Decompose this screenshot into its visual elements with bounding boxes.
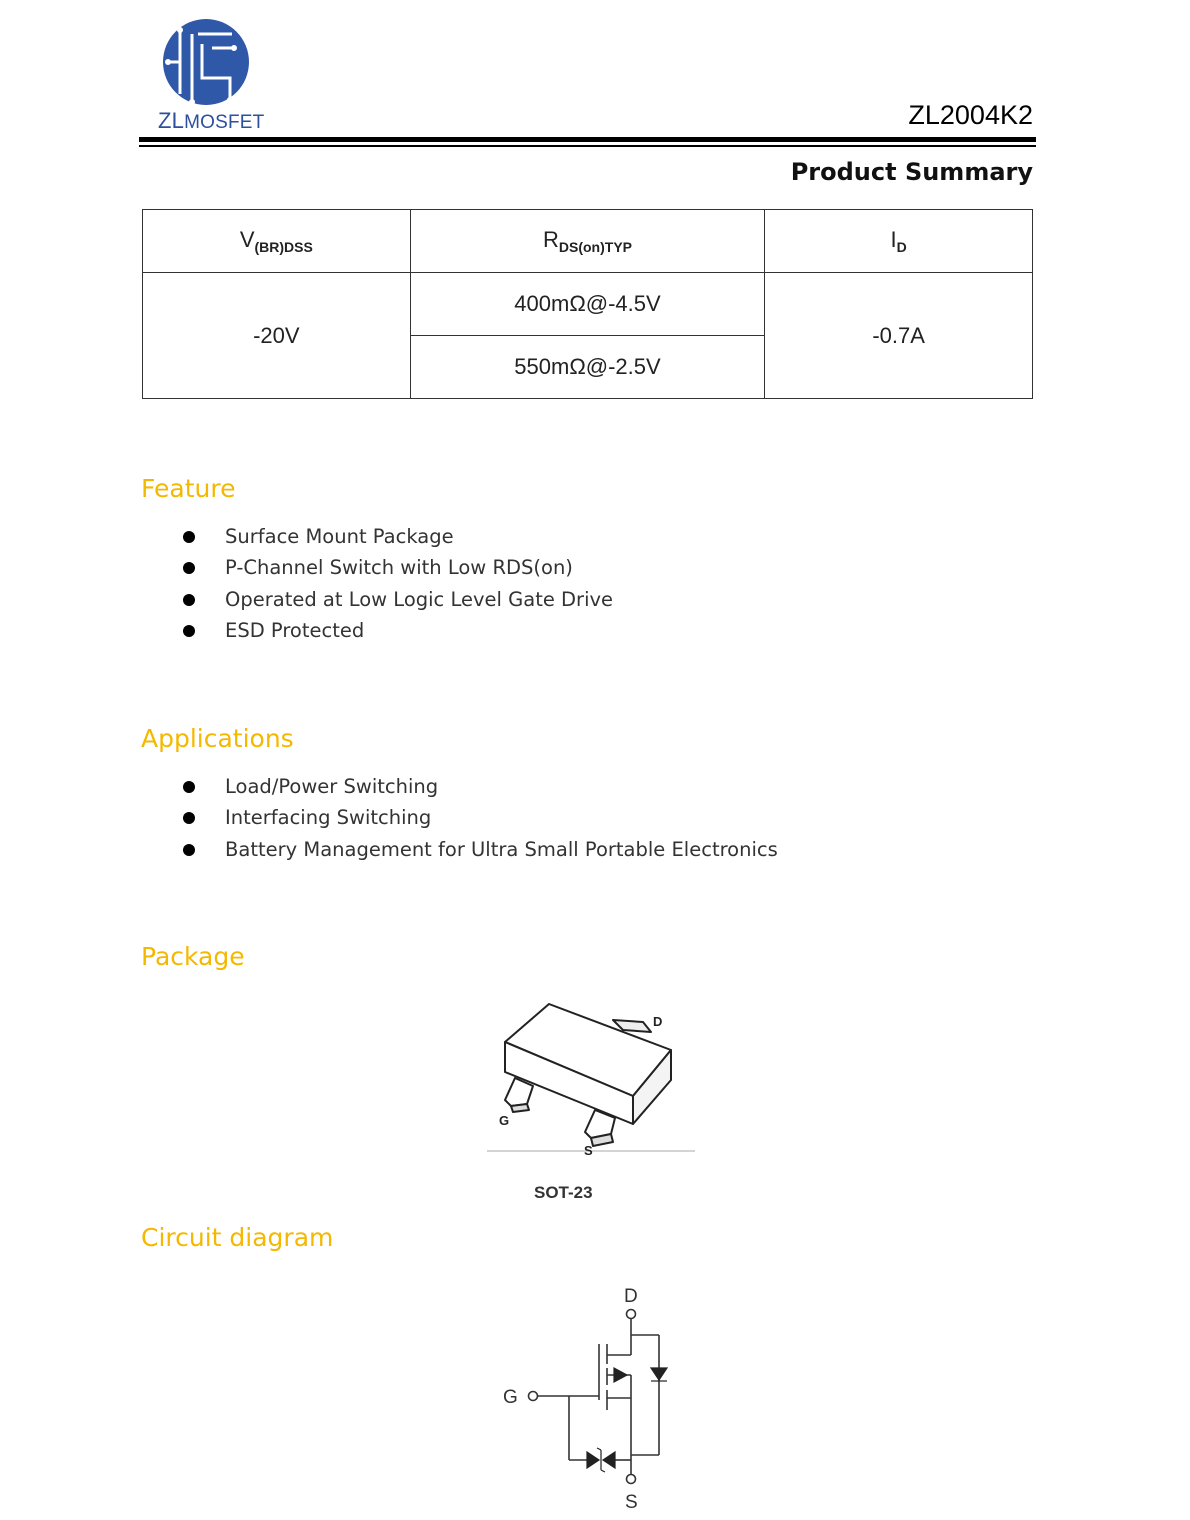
list-item-text: Load/Power Switching: [225, 775, 439, 798]
list-item: [141, 806, 778, 837]
circuit-pin-d-label: D: [624, 1286, 638, 1307]
pkg-pin-g-label: G: [499, 1113, 510, 1128]
list-item: [141, 838, 778, 869]
pkg-pin-s-label: S: [584, 1143, 593, 1156]
bullet-icon: [183, 531, 195, 543]
circuit-diagram-title: Circuit diagram: [141, 1223, 334, 1252]
list-item: [141, 588, 613, 619]
logo-mosfet: MOSFET: [184, 112, 265, 133]
package-title: Package: [141, 942, 245, 971]
list-item: [141, 525, 613, 556]
part-number: ZL2004K2: [908, 100, 1033, 130]
list-item-text: Operated at Low Logic Level Gate Drive: [225, 587, 614, 611]
bullet-icon: [183, 594, 195, 606]
bullet-icon: [183, 781, 195, 793]
bullet-icon: [183, 562, 195, 574]
header-rdson: [410, 210, 765, 273]
logo-zl: ZL: [158, 108, 185, 133]
product-summary-table: [142, 209, 1033, 399]
list-item-text: Interfacing Switching: [225, 806, 432, 830]
bullet-icon: [183, 812, 195, 824]
cell-id: -0.7A: [765, 273, 1033, 399]
header-v-symbol: V: [239, 227, 255, 252]
header-i-symbol: I: [890, 227, 897, 252]
feature-list: [141, 525, 613, 650]
cell-rds-2: 550mΩ@-2.5V: [410, 336, 765, 399]
circuit-pin-g-label: G: [503, 1387, 518, 1408]
pkg-pin-d-label: D: [653, 1014, 663, 1029]
feature-title: Feature: [141, 474, 236, 503]
header-v-subscript: (BR)DSS: [254, 239, 313, 255]
logo-wordmark: [158, 108, 264, 134]
header-rule-thick: [139, 137, 1036, 142]
list-item: [141, 556, 613, 587]
header-r-symbol: R: [543, 227, 559, 252]
list-item-text: Battery Management for Ultra Small Portable Electronics: [225, 837, 778, 861]
list-item-text: P-Channel Switch with Low RDS(on): [225, 556, 573, 580]
circuit-pin-s-label: S: [625, 1492, 638, 1513]
cell-rds-1: 400mΩ@-4.5V: [410, 273, 765, 336]
list-item-text: Surface Mount Package: [225, 525, 454, 548]
header-vbrdss: [143, 210, 411, 273]
cell-vdss: -20V: [143, 273, 411, 399]
bullet-icon: [183, 625, 195, 637]
table-header-row: [143, 210, 1033, 273]
list-item: [141, 775, 778, 806]
table-row: [143, 273, 1033, 336]
header-rule-thin: [139, 145, 1036, 147]
list-item-text: ESD Protected: [225, 618, 365, 642]
package-caption: SOT-23: [534, 1183, 593, 1202]
bullet-icon: [183, 844, 195, 856]
applications-title: Applications: [141, 724, 294, 753]
product-summary-title: Product Summary: [790, 158, 1033, 186]
pmos-circuit-schematic: [495, 1280, 680, 1515]
applications-list: [141, 775, 778, 869]
header-id: [765, 210, 1033, 273]
header-r-subscript: DS(on)TYP: [558, 239, 632, 255]
sot23-package-drawing: [485, 996, 697, 1156]
list-item: [141, 619, 613, 650]
header-i-subscript: D: [896, 239, 907, 255]
